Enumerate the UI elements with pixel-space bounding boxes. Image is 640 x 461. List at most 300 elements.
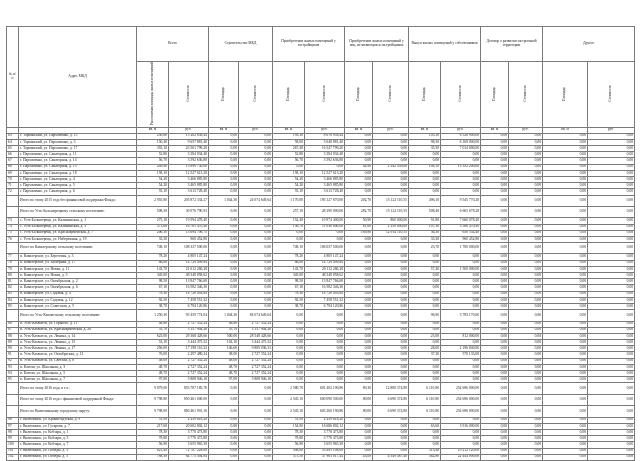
value-cell: 0,00 xyxy=(481,224,509,230)
value-cell: 0,00 xyxy=(481,371,509,377)
value-cell: 0,00 xyxy=(441,189,481,195)
value-cell: 6 690 374,80 xyxy=(373,394,409,405)
address-cell: г. Пархоменко, ул. Санаторная, д. 4 xyxy=(19,176,137,182)
value-cell: 0,00 xyxy=(441,442,481,448)
value-cell: 92,50 xyxy=(137,297,169,303)
value-cell: 4 805 147,24 xyxy=(305,254,345,260)
value-cell: 960 452,80 xyxy=(169,236,209,242)
subheader-area: Площадь xyxy=(345,62,373,128)
value-cell: 2 459 618,20 xyxy=(169,417,209,423)
value-cell: 0,00 xyxy=(441,291,481,297)
value-cell: 570 133,00 xyxy=(441,352,481,358)
value-cell: 0,00 xyxy=(409,158,441,164)
address-cell: г. Пархоменко, ул. Санаторная, д. 18 xyxy=(19,170,137,176)
value-cell: 0,00 xyxy=(345,243,373,254)
value-cell: 0,00 xyxy=(409,377,441,383)
address-cell: п. Усть-Камчатск, ул. Октябрьская, д. 13 xyxy=(19,352,137,358)
value-cell: 0,00 xyxy=(345,285,373,291)
construction-header: Строительство МКД xyxy=(209,27,273,62)
subtotal-row xyxy=(7,310,635,321)
subheader-area: Площадь xyxy=(409,62,441,128)
value-cell: 0,00 xyxy=(481,291,509,297)
value-cell: 0,00 xyxy=(543,279,588,285)
value-cell: 0,00 xyxy=(373,285,409,291)
value-cell: 2 580,70 xyxy=(273,383,305,394)
value-cell: 0,00 xyxy=(305,358,345,364)
value-cell: 0,00 xyxy=(373,254,409,260)
value-cell: 0,00 xyxy=(239,152,273,158)
value-cell: 80,00 xyxy=(345,394,373,405)
value-cell: 0,00 xyxy=(239,189,273,195)
value-cell: 80,30 xyxy=(345,383,373,394)
value-cell: 37,30 xyxy=(409,352,441,358)
row-number-cell: 92 xyxy=(7,358,19,364)
value-cell: 3 770 473,80 xyxy=(169,436,209,442)
value-cell: 0,00 xyxy=(345,448,373,454)
value-cell: 0,00 xyxy=(543,266,588,272)
value-cell: 0,00 xyxy=(239,170,273,176)
value-cell: 2 727 352,24 xyxy=(239,371,273,377)
value-cell: 0,00 xyxy=(543,218,588,224)
subheader-area: Площадь xyxy=(209,62,239,128)
value-cell: 0,00 xyxy=(588,195,635,206)
value-cell: 0,00 xyxy=(481,423,509,429)
value-cell: 0,00 xyxy=(209,436,239,442)
value-cell: 0,00 xyxy=(441,152,481,158)
value-cell: 0,00 xyxy=(409,429,441,435)
address-cell: Итого по этапу 2015 года без финансовой поддержки Фонда: xyxy=(19,195,137,206)
value-cell: 44,90 xyxy=(345,164,373,170)
value-cell: 0,00 xyxy=(209,183,239,189)
address-cell: п. Кавалерское, ул. Октябрьская, д. 2 xyxy=(19,279,137,285)
value-cell: 0,00 xyxy=(543,383,588,394)
value-cell: 15 122 110,55 xyxy=(373,195,409,206)
value-cell: 23,70 xyxy=(409,243,441,254)
value-cell: 0,00 xyxy=(543,454,588,460)
value-cell: 0,00 xyxy=(373,189,409,195)
value-cell: 0,00 xyxy=(409,273,441,279)
value-cell: 2 727 352,24 xyxy=(169,364,209,370)
value-cell: 0,00 xyxy=(239,164,273,170)
value-cell: 0,00 xyxy=(543,429,588,435)
value-cell: 51,90 xyxy=(273,417,305,423)
value-cell: 0,00 xyxy=(373,321,409,327)
address-header: Адрес МКД xyxy=(19,27,137,128)
value-cell: 48,70 xyxy=(137,371,169,377)
value-cell: 0,00 xyxy=(509,285,543,291)
value-cell: 0,00 xyxy=(509,218,543,224)
purchase-nondeveloper-header: Приобретение жилых помещений у лиц, не являющихся застройщиком xyxy=(345,27,409,62)
value-cell: 0,00 xyxy=(543,333,588,339)
value-cell: 97,00 xyxy=(137,377,169,383)
value-cell: 0,00 xyxy=(345,291,373,297)
value-cell: 6 794 120,86 xyxy=(305,303,345,309)
row-number-cell: 66 xyxy=(7,152,19,158)
value-cell: 0,00 xyxy=(239,394,273,405)
address-cell: г. Пархоменко, ул. Санаторная, д. 11 xyxy=(19,152,137,158)
value-cell: 0,00 xyxy=(345,236,373,242)
value-cell: 0,00 xyxy=(209,158,239,164)
value-cell: 0,00 xyxy=(305,310,345,321)
value-cell: 21 612 260,28 xyxy=(169,266,209,272)
value-cell: 0,00 xyxy=(373,170,409,176)
value-cell: 0,00 xyxy=(209,218,239,224)
value-cell: 0,00 xyxy=(509,273,543,279)
address-cell: с. Усть-Большерецк, ул. Набережная, д. 19 xyxy=(19,236,137,242)
value-cell: 0,00 xyxy=(441,273,481,279)
value-cell: 0,00 xyxy=(345,170,373,176)
value-cell: 2 545,10 xyxy=(273,406,305,417)
address-cell: Итого по Усть-Большерецкому сельскому поселению: xyxy=(19,206,137,217)
value-cell: 78,30 xyxy=(273,429,305,435)
value-cell: 19 594 478,40 xyxy=(169,218,209,224)
row-number-cell: 65 xyxy=(7,146,19,152)
value-cell: 7 458 551,32 xyxy=(169,297,209,303)
value-cell: 0,00 xyxy=(373,352,409,358)
value-cell: 0,00 xyxy=(588,346,635,352)
value-cell: 0,00 xyxy=(509,291,543,297)
value-cell: 0,00 xyxy=(481,158,509,164)
value-cell: 0,00 xyxy=(588,310,635,321)
value-cell: 0,00 xyxy=(481,436,509,442)
value-cell: 0,00 xyxy=(345,303,373,309)
value-cell: 0,00 xyxy=(345,266,373,272)
value-cell: 0,00 xyxy=(588,243,635,254)
value-cell: 4 805 147,24 xyxy=(169,254,209,260)
value-cell: 0,00 xyxy=(481,273,509,279)
value-cell: 0,00 xyxy=(273,321,305,327)
value-cell: 9 798,80 xyxy=(137,394,169,405)
value-cell: 0,00 xyxy=(305,371,345,377)
value-cell: 9 798,00 xyxy=(137,406,169,417)
value-cell: 64 775 304,84 xyxy=(169,454,209,460)
value-cell: 48,00 xyxy=(209,358,239,364)
value-cell: 0,00 xyxy=(543,254,588,260)
value-cell: 33,30 xyxy=(137,236,169,242)
value-cell: 3 580 470,40 xyxy=(441,224,481,230)
resettlement-table xyxy=(6,26,635,461)
value-cell: 14 720 493,84 xyxy=(169,291,209,297)
value-cell: 0,00 xyxy=(509,195,543,206)
address-cell: г. Тарманский, ул. Пархоменко, д. 3 xyxy=(19,139,137,145)
value-cell: 748,10 xyxy=(273,243,305,254)
value-cell: 0,00 xyxy=(588,333,635,339)
value-cell: 0,00 xyxy=(305,230,345,236)
value-cell: 345,00 xyxy=(273,273,305,279)
value-cell: 0,00 xyxy=(373,273,409,279)
value-cell: 0,00 xyxy=(373,340,409,346)
value-cell: 14 720 493,84 xyxy=(305,291,345,297)
value-cell: 52,80 xyxy=(273,152,305,158)
value-cell: 0,00 xyxy=(345,254,373,260)
row-number-cell: 82 xyxy=(7,285,19,291)
value-cell: 0,00 xyxy=(543,158,588,164)
value-cell: 0,00 xyxy=(209,394,239,405)
value-cell: 0,00 xyxy=(273,364,305,370)
value-cell: 0,00 xyxy=(588,352,635,358)
value-cell: 0,00 xyxy=(588,454,635,460)
subheader-cost: Стоимость xyxy=(239,62,273,128)
value-cell: 0,00 xyxy=(481,266,509,272)
value-cell: 0,00 xyxy=(481,183,509,189)
value-cell: 0,00 xyxy=(373,358,409,364)
value-cell: 600 090 500,00 xyxy=(305,394,345,405)
row-number-cell: 91 xyxy=(7,352,19,358)
value-cell: 0,00 xyxy=(409,364,441,370)
value-cell: 0,00 xyxy=(441,170,481,176)
value-cell: 12 914 110,55 xyxy=(373,230,409,236)
value-cell: 55,10 xyxy=(137,189,169,195)
value-cell: 0,00 xyxy=(481,152,509,158)
value-cell: 0,00 xyxy=(509,454,543,460)
value-cell: 0,00 xyxy=(509,423,543,429)
value-cell: 0,00 xyxy=(273,164,305,170)
value-cell: 0,00 xyxy=(209,383,239,394)
value-cell: 2 297 480,24 xyxy=(169,352,209,358)
value-cell: 15 122 110,55 xyxy=(373,206,409,217)
units-cell: руб. xyxy=(169,127,209,133)
value-cell: 24 074 649,64 xyxy=(239,195,273,206)
value-cell: 8 676 958,44 xyxy=(305,133,345,139)
value-cell: 3 592 636,80 xyxy=(305,158,345,164)
document-sheet xyxy=(6,26,634,461)
address-cell: г. Вилючинск, ул. Кобзаря, д. 1 xyxy=(19,429,137,435)
value-cell: 103,30 xyxy=(409,133,441,139)
value-cell: 3 157 904,26 xyxy=(169,327,209,333)
value-cell: 54,20 xyxy=(273,183,305,189)
value-cell: 0,00 xyxy=(373,310,409,321)
value-cell: 0,00 xyxy=(239,158,273,164)
value-cell: 0,00 xyxy=(543,152,588,158)
value-cell: 0,00 xyxy=(209,266,239,272)
subheader-area-relocated: Расселяемая площадь жилых помещений xyxy=(137,62,169,128)
row-number-cell: 79 xyxy=(7,266,19,272)
value-cell: 0,00 xyxy=(305,352,345,358)
value-cell: 0,00 xyxy=(441,254,481,260)
value-cell: 104,10 xyxy=(409,164,441,170)
address-cell: п. Кавалерское, ул. Садовая, д. 4 xyxy=(19,291,137,297)
value-cell: 0,00 xyxy=(588,406,635,417)
value-cell: 0,00 xyxy=(305,340,345,346)
value-cell: 0,00 xyxy=(481,394,509,405)
value-cell: 0,00 xyxy=(481,176,509,182)
value-cell: 56,70 xyxy=(137,158,169,164)
value-cell: 0,00 xyxy=(409,358,441,364)
value-cell: 0,00 xyxy=(441,327,481,333)
value-cell: 0,00 xyxy=(239,429,273,435)
value-cell: 0,00 xyxy=(588,224,635,230)
value-cell: 860 461 901,16 xyxy=(169,406,209,417)
value-cell: 0,00 xyxy=(409,417,441,423)
value-cell: 3 770 473,80 xyxy=(169,429,209,435)
value-cell: 53 495 108,00 xyxy=(305,448,345,454)
value-cell: 0,00 xyxy=(543,364,588,370)
address-cell: г. Тарманский, ул. Пархоменко, д. 15 xyxy=(19,133,137,139)
row-number-cell: 98 xyxy=(7,429,19,435)
value-cell: 0,00 xyxy=(409,254,441,260)
value-cell: 254 696 000,00 xyxy=(441,383,481,394)
value-cell: 97,00 xyxy=(209,377,239,383)
value-cell: 2 727 352,24 xyxy=(239,352,273,358)
other-header: Другое xyxy=(543,27,635,62)
units-cell: кв. м xyxy=(273,127,305,133)
value-cell: 3 384 034,40 xyxy=(169,152,209,158)
units-cell: кв. м xyxy=(481,127,509,133)
value-cell: 0,00 xyxy=(209,279,239,285)
value-cell: 55,10 xyxy=(273,189,305,195)
value-cell: 7 014 000,00 xyxy=(441,146,481,152)
value-cell: 0,00 xyxy=(239,243,273,254)
value-cell: 67,10 xyxy=(273,285,305,291)
value-cell: 9 809 036,31 xyxy=(239,346,273,352)
development-contract-header: Договор о развитии застроенной территории xyxy=(481,27,543,62)
value-cell: 38,70 xyxy=(137,303,169,309)
value-cell: 0,00 xyxy=(543,321,588,327)
value-cell: 0,00 xyxy=(239,176,273,182)
value-cell: 0,00 xyxy=(481,297,509,303)
value-cell: 0,00 xyxy=(345,133,373,139)
value-cell: 0,00 xyxy=(588,291,635,297)
value-cell: 860 000,00 xyxy=(373,218,409,224)
value-cell: 0,00 xyxy=(373,423,409,429)
value-cell: 54,20 xyxy=(273,176,305,182)
row-number-cell xyxy=(7,406,19,417)
value-cell: 0,00 xyxy=(239,454,273,460)
value-cell: 0,00 xyxy=(345,183,373,189)
row-number-cell: 75 xyxy=(7,230,19,236)
value-cell: 0,00 xyxy=(441,297,481,303)
value-cell: 12 880 374,80 xyxy=(373,383,409,394)
value-cell: 51,90 xyxy=(137,417,169,423)
value-cell: 0,00 xyxy=(481,254,509,260)
row-number-cell: 97 xyxy=(7,423,19,429)
value-cell: 0,00 xyxy=(239,133,273,139)
value-cell: 0,00 xyxy=(481,260,509,266)
value-cell: 0,00 xyxy=(441,279,481,285)
row-number-cell xyxy=(7,394,19,405)
value-cell: 28 548 428,66 xyxy=(239,333,273,339)
value-cell: 0,00 xyxy=(441,417,481,423)
units-cell: руб. xyxy=(509,127,543,133)
value-cell: 0,00 xyxy=(441,260,481,266)
value-cell: 50,90 xyxy=(345,218,373,224)
value-cell: 0,00 xyxy=(273,346,305,352)
value-cell: 2 727 352,24 xyxy=(169,371,209,377)
value-cell: 13 352 200,00 xyxy=(441,164,481,170)
value-cell: 5 808 946,10 xyxy=(239,377,273,383)
row-number-cell: 90 xyxy=(7,346,19,352)
value-cell: 0,00 xyxy=(239,417,273,423)
value-cell: 0,00 xyxy=(239,273,273,279)
subtotal-row xyxy=(7,406,635,417)
value-cell: 0,00 xyxy=(345,371,373,377)
value-cell: 0,00 xyxy=(509,371,543,377)
value-cell: 0,00 xyxy=(441,377,481,383)
value-cell: 0,00 xyxy=(588,170,635,176)
value-cell: 0,00 xyxy=(305,236,345,242)
address-cell: п. Кавалерское, ул. Октябрьская, д. 6 xyxy=(19,285,137,291)
value-cell: 0,00 xyxy=(209,417,239,423)
value-cell: 0,00 xyxy=(588,321,635,327)
row-number-cell: 77 xyxy=(7,254,19,260)
subtotal-row xyxy=(7,243,635,254)
value-cell: 9 879,00 xyxy=(137,383,169,394)
value-cell: 53,10 xyxy=(137,340,169,346)
value-cell: 78,20 xyxy=(273,254,305,260)
value-cell: 0,00 xyxy=(373,297,409,303)
value-cell: 0,00 xyxy=(509,429,543,435)
row-number-cell: 96 xyxy=(7,417,19,423)
value-cell: 0,00 xyxy=(509,243,543,254)
row-number-cell: 78 xyxy=(7,260,19,266)
value-cell: 0,00 xyxy=(509,358,543,364)
value-cell: 146,60 xyxy=(209,346,239,352)
value-cell: 0,00 xyxy=(373,152,409,158)
value-cell: 0,00 xyxy=(481,310,509,321)
value-cell: 43,00 xyxy=(345,454,373,460)
value-cell: 6 110,80 xyxy=(409,394,441,405)
address-cell: п. Усть-Камчатск, ул. Ленина, д. 14 xyxy=(19,333,137,339)
value-cell: 0,00 xyxy=(239,254,273,260)
value-cell: 2 727 352,24 xyxy=(239,364,273,370)
value-cell: 0,00 xyxy=(305,364,345,370)
value-cell: 0,00 xyxy=(239,218,273,224)
value-cell: 6 110,80 xyxy=(409,406,441,417)
value-cell: 0,00 xyxy=(209,297,239,303)
value-cell: 78,30 xyxy=(273,291,305,297)
value-cell: 0,00 xyxy=(273,333,305,339)
value-cell: 28 290 000,00 xyxy=(305,206,345,217)
value-cell: 6 690 374,80 xyxy=(373,406,409,417)
value-cell: 0,00 xyxy=(345,260,373,266)
value-cell: 0,00 xyxy=(588,327,635,333)
value-cell: 48 348 858,62 xyxy=(305,273,345,279)
value-cell: 0,00 xyxy=(509,417,543,423)
value-cell: 0,00 xyxy=(273,327,305,333)
value-cell: 0,00 xyxy=(345,352,373,358)
row-number-cell: 83 xyxy=(7,291,19,297)
row-number-cell: 94 xyxy=(7,371,19,377)
value-cell: 0,00 xyxy=(588,303,635,309)
value-cell: 623,00 xyxy=(137,333,169,339)
value-cell: 0,00 xyxy=(481,170,509,176)
value-cell: 0,00 xyxy=(543,297,588,303)
value-cell: 15 899 750,00 xyxy=(169,164,209,170)
value-cell: 375,50 xyxy=(273,454,305,460)
row-number-cell: 68 xyxy=(7,164,19,170)
subheader-cost: Стоимость xyxy=(169,62,209,128)
value-cell: 23 561 799,20 xyxy=(169,146,209,152)
value-cell: 0,00 xyxy=(543,310,588,321)
value-cell: 0,00 xyxy=(345,297,373,303)
value-cell: 3 648 881,40 xyxy=(305,139,345,145)
value-cell: 0,00 xyxy=(509,297,543,303)
value-cell: 0,00 xyxy=(345,417,373,423)
value-cell: 0,00 xyxy=(209,243,239,254)
units-cell: кв. м xyxy=(345,127,373,133)
value-cell: 0,00 xyxy=(543,236,588,242)
value-cell: 0,00 xyxy=(588,230,635,236)
address-cell: п. Усть-Камчатск, ул. Ленина, д. 17 xyxy=(19,346,137,352)
value-cell: 0,00 xyxy=(209,164,239,170)
value-cell: 0,00 xyxy=(543,377,588,383)
value-cell: 0,00 xyxy=(239,423,273,429)
value-cell: 28,00 xyxy=(409,346,441,352)
value-cell: 0,00 xyxy=(543,346,588,352)
value-cell: 56,90 xyxy=(137,442,169,448)
address-cell: п. Кавалерское, ул. Садовая, д. 12 xyxy=(19,297,137,303)
value-cell: 0,00 xyxy=(373,243,409,254)
